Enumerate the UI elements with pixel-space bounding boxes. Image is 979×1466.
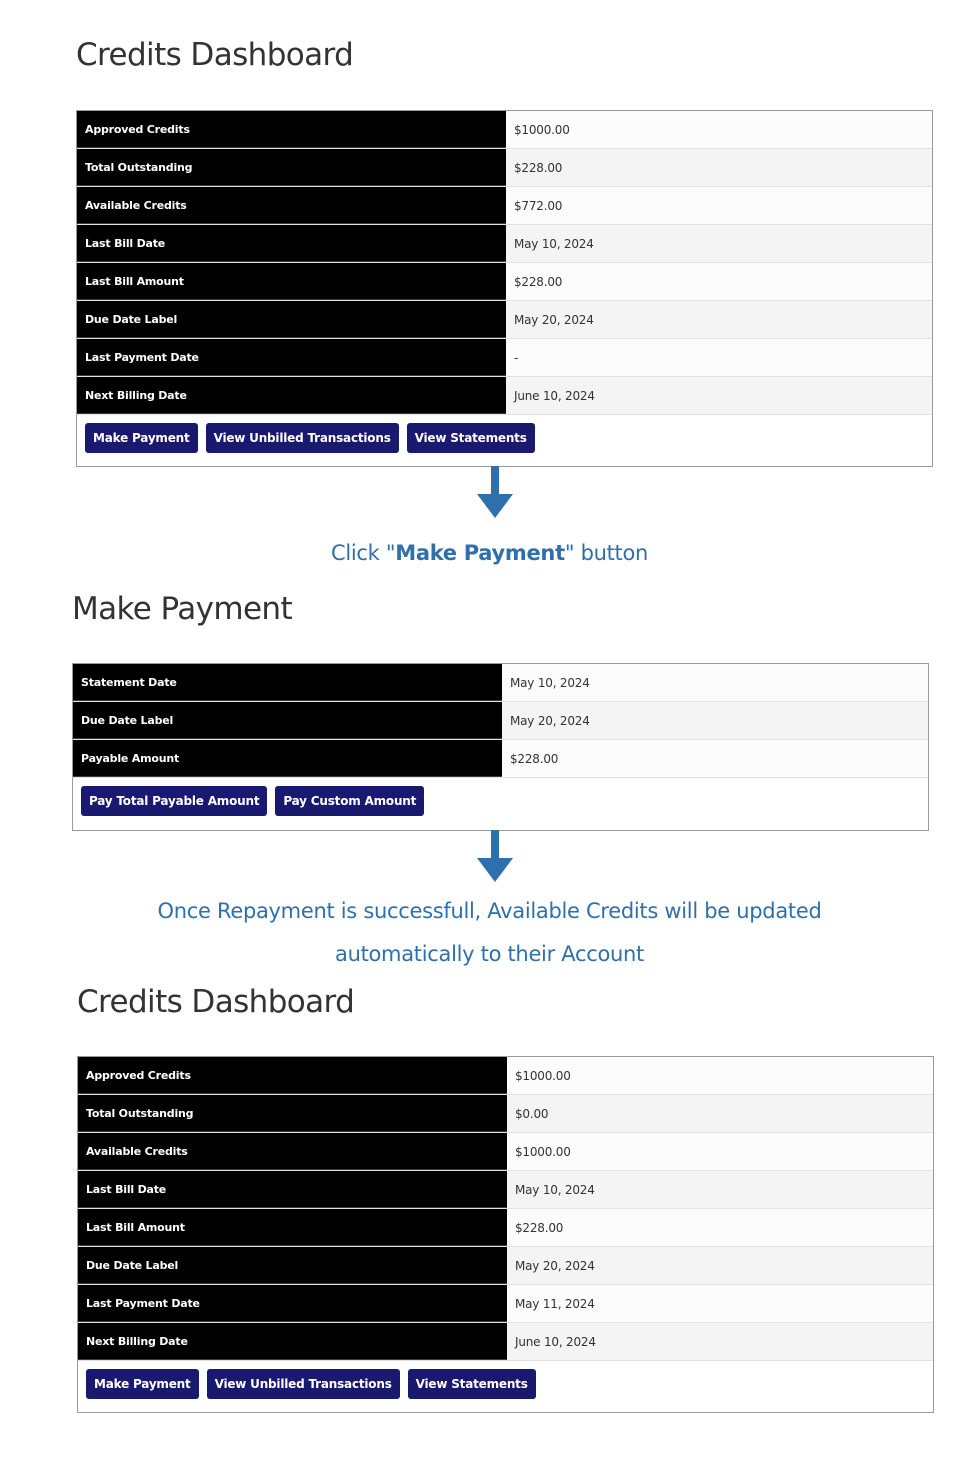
table-row (78, 1171, 933, 1209)
action-buttons (78, 1361, 933, 1415)
pay-total-payable-amount-button[interactable]: Pay Total Payable Amount (81, 786, 267, 816)
row-label: Total Outstanding (77, 149, 506, 186)
row-label: Last Bill Amount (77, 263, 506, 300)
credits-dashboard-panel-updated (77, 1056, 934, 1413)
row-label: Approved Credits (77, 111, 506, 148)
view-unbilled-transactions-button[interactable]: View Unbilled Transactions (206, 423, 399, 453)
table-row (73, 702, 928, 740)
table-row (78, 1133, 933, 1171)
row-value: June 10, 2024 (507, 1323, 933, 1360)
row-value: May 11, 2024 (507, 1285, 933, 1322)
row-label: Due Date Label (77, 301, 506, 338)
instruction-repayment-line2: automatically to their Account (335, 942, 644, 966)
instruction-repayment-line1: Once Repayment is successfull, Available Credits will be updated (157, 899, 822, 923)
table-row (77, 377, 932, 415)
row-label: Due Date Label (73, 702, 502, 739)
row-value: $772.00 (506, 187, 932, 224)
row-label: Last Bill Amount (78, 1209, 507, 1246)
table-row (78, 1209, 933, 1247)
make-payment-title: Make Payment (72, 591, 293, 627)
row-value: $0.00 (507, 1095, 933, 1132)
row-label: Next Billing Date (77, 377, 506, 414)
table-row (77, 187, 932, 225)
table-row (73, 740, 928, 778)
row-value: $228.00 (506, 149, 932, 186)
row-label: Last Bill Date (77, 225, 506, 262)
row-label: Last Payment Date (78, 1285, 507, 1322)
table-row (78, 1323, 933, 1361)
dashboard-title: Credits Dashboard (77, 984, 355, 1020)
table-row (78, 1247, 933, 1285)
table-row (73, 664, 928, 702)
row-value: $1000.00 (506, 111, 932, 148)
row-value: May 10, 2024 (506, 225, 932, 262)
row-label: Statement Date (73, 664, 502, 701)
row-value: $228.00 (502, 740, 928, 777)
row-label: Last Bill Date (78, 1171, 507, 1208)
instruction-prefix: Click " (330, 541, 396, 565)
row-label: Next Billing Date (78, 1323, 507, 1360)
row-value: May 20, 2024 (502, 702, 928, 739)
table-row (77, 225, 932, 263)
row-value: $228.00 (507, 1209, 933, 1246)
arrow-down-icon (477, 466, 513, 518)
row-label: Available Credits (78, 1133, 507, 1170)
instruction-click-make-payment (0, 541, 979, 565)
table-row (78, 1285, 933, 1323)
make-payment-button[interactable]: Make Payment (86, 1369, 199, 1399)
table-row (77, 301, 932, 339)
table-row (77, 339, 932, 377)
row-value: May 10, 2024 (507, 1171, 933, 1208)
view-unbilled-transactions-button[interactable]: View Unbilled Transactions (207, 1369, 400, 1399)
row-value: $228.00 (506, 263, 932, 300)
table-row (78, 1095, 933, 1133)
row-label: Total Outstanding (78, 1095, 507, 1132)
make-payment-button[interactable]: Make Payment (85, 423, 198, 453)
instruction-bold: Make Payment (395, 541, 565, 565)
pay-custom-amount-button[interactable]: Pay Custom Amount (275, 786, 424, 816)
table-row (77, 263, 932, 301)
view-statements-button[interactable]: View Statements (407, 423, 535, 453)
row-value: $1000.00 (507, 1133, 933, 1170)
table-row (77, 111, 932, 149)
row-value: May 10, 2024 (502, 664, 928, 701)
table-row (78, 1057, 933, 1095)
row-label: Payable Amount (73, 740, 502, 777)
arrow-down-icon (477, 830, 513, 882)
payment-buttons (73, 778, 928, 832)
row-label: Last Payment Date (77, 339, 506, 376)
row-label: Approved Credits (78, 1057, 507, 1094)
row-value: June 10, 2024 (506, 377, 932, 414)
row-value: - (506, 339, 932, 376)
view-statements-button[interactable]: View Statements (408, 1369, 536, 1399)
row-value: May 20, 2024 (507, 1247, 933, 1284)
row-value: $1000.00 (507, 1057, 933, 1094)
action-buttons (77, 415, 932, 469)
row-label: Due Date Label (78, 1247, 507, 1284)
row-value: May 20, 2024 (506, 301, 932, 338)
credits-dashboard-panel (76, 110, 933, 467)
table-row (77, 149, 932, 187)
row-label: Available Credits (77, 187, 506, 224)
make-payment-panel (72, 663, 929, 831)
instruction-suffix: " button (564, 541, 649, 565)
dashboard-title: Credits Dashboard (76, 37, 354, 73)
